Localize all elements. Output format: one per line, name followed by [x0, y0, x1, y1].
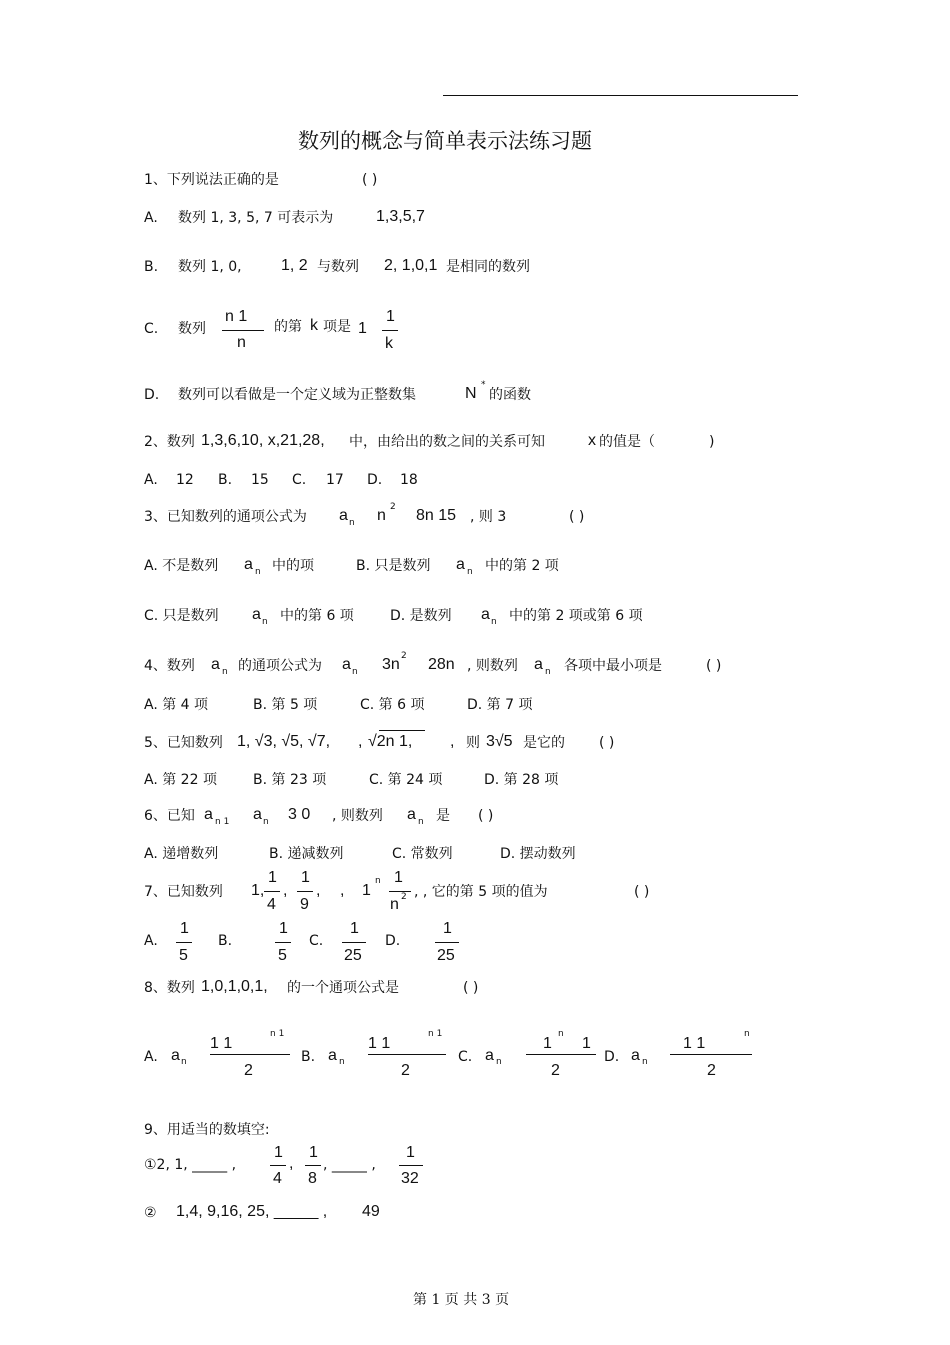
q7-comma1: ,	[283, 882, 288, 899]
q1-c-k: k	[310, 317, 318, 334]
q7-opt-d-label: D.	[385, 933, 401, 949]
page-footer: 第 1 页 共 3 页	[413, 1292, 510, 1308]
q5-comma2: ,	[450, 733, 455, 750]
q2-stem: 2、数列	[144, 434, 195, 450]
q9-row1-b: , _____ ,	[323, 1157, 376, 1173]
q1-d-star: *	[481, 380, 486, 390]
q1-c-f-num: 1	[386, 308, 395, 325]
q7-f3-num: 1	[394, 869, 403, 886]
q5-paren: ( )	[599, 735, 615, 751]
q3-opt-c-sub: n	[262, 617, 268, 627]
q9-row1-f3-num: 1	[406, 1144, 415, 1161]
q7-opt-d-bar	[435, 942, 459, 943]
q1-d-text: 数列可以看做是一个定义域为正整数集	[178, 387, 416, 403]
q5-rad: √2n 1,	[368, 733, 413, 750]
q4-opt-a: A. 第 4 项	[144, 697, 209, 713]
q7-opt-b-bar	[275, 942, 291, 943]
q3-rhs-sq: 2	[390, 502, 396, 512]
q7-paren: ( )	[634, 884, 650, 900]
q7-opt-a-num: 1	[180, 920, 189, 937]
q7-opt-b-label: B.	[218, 933, 233, 949]
q8-paren: ( )	[463, 980, 479, 996]
q1-stem: 1、下列说法正确的是	[144, 172, 279, 188]
q2-opt-b-label: B.	[218, 472, 233, 488]
q8-seq: 1,0,1,0,1,	[201, 978, 268, 995]
q3-opt-a: A. 不是数列	[144, 558, 219, 574]
q7-stem2: , , 它的第 5 项的值为	[414, 884, 548, 900]
q4-opt-c: C. 第 6 项	[360, 697, 425, 713]
q8-opt-d-den: 2	[707, 1062, 716, 1079]
q3-opt-d-sub: n	[491, 617, 497, 627]
q3-opt-d: D. 是数列	[390, 608, 452, 624]
q4-opt-d: D. 第 7 项	[467, 697, 533, 713]
q8-opt-a-label: A.	[144, 1049, 158, 1065]
q3-a: a	[339, 507, 348, 524]
q5-seq: 1, √3, √5, √7,	[237, 733, 331, 750]
q9-row1-f1-den: 4	[273, 1170, 282, 1187]
q5-comma: ,	[358, 733, 363, 750]
q6-opt-c: C. 常数列	[392, 846, 453, 862]
q7-opt-a-den: 5	[179, 947, 188, 964]
q3-opt-c: C. 只是数列	[144, 608, 219, 624]
q5-rad-bar	[379, 730, 425, 731]
q8-opt-d-sub: n	[642, 1057, 648, 1067]
q7-f3-den: n	[390, 896, 399, 913]
q6-rest: 3 0	[288, 806, 311, 823]
q8-opt-d-sup: n	[744, 1029, 750, 1039]
q1-c-f-bar	[382, 330, 398, 331]
q4-stem4: 各项中最小项是	[564, 658, 662, 674]
q7-f2-den: 9	[300, 896, 309, 913]
q8-opt-d-num: 1 1	[683, 1035, 706, 1052]
q3-rhs-rest: 8n 15	[416, 507, 457, 524]
q3-stem: 3、已知数列的通项公式为	[144, 509, 307, 525]
q7-comma3: ,	[340, 882, 345, 899]
q2-seq: 1,3,6,10, x,21,28,	[201, 432, 325, 449]
q3-opt-b-sub: n	[467, 567, 473, 577]
q3-opt-b-an: a	[456, 556, 465, 573]
q3-rhs-n: n	[377, 507, 386, 524]
q7-f2-bar	[297, 891, 313, 892]
q4-sq: 2	[401, 651, 407, 661]
q8-opt-c-num2: 1	[582, 1035, 591, 1052]
q2-opt-d: 18	[400, 472, 418, 488]
q1-c-frac-den: n	[237, 334, 246, 351]
q3-opt-d-an: a	[481, 606, 490, 623]
q6-an2-sub: n	[418, 817, 424, 827]
q9-row1-f2-num: 1	[309, 1144, 318, 1161]
q7-f3-bar	[389, 891, 411, 892]
q7-f1-num: 1	[268, 869, 277, 886]
q7-f2-num: 1	[301, 869, 310, 886]
q7-f1-den: 4	[267, 896, 276, 913]
q7-opt-c-den: 25	[344, 947, 362, 964]
q8-opt-c-an: a	[485, 1047, 494, 1064]
q9-row1-comma: ,	[289, 1155, 294, 1172]
q9-row1-f3-bar	[399, 1165, 423, 1166]
q1-c-text3: 项是	[323, 319, 351, 335]
q8-opt-b-num: 1 1	[368, 1035, 391, 1052]
q1-c-f-den: k	[385, 335, 393, 352]
q1-a-text: 数列 1, 3, 5, 7 可表示为	[178, 210, 334, 226]
q2-stem2: 中，由给出的数之间的关系可知	[349, 434, 545, 450]
q5-opt-a: A. 第 22 项	[144, 772, 217, 788]
q5-val: 3√5	[486, 733, 513, 750]
q7-opt-b-num: 1	[279, 920, 288, 937]
q1-c-text: 数列	[178, 321, 206, 337]
q1-a-math: 1,3,5,7	[376, 208, 425, 225]
q9-row1-a: ①2, 1, _____ ,	[144, 1157, 237, 1173]
q6-opt-a: A. 递增数列	[144, 846, 219, 862]
q6-an1: a	[204, 806, 213, 823]
q1-c-frac-num: n 1	[225, 308, 248, 325]
q7-stem: 7、已知数列	[144, 884, 223, 900]
q7-f1-bar	[264, 891, 280, 892]
q5-stem2: 则	[466, 735, 480, 751]
q1-c-label: C.	[144, 321, 159, 337]
q7-opt-c-label: C.	[309, 933, 324, 949]
q3-stem2: , 则 3	[470, 509, 507, 525]
q8-opt-a-sub: n	[181, 1057, 187, 1067]
q1-a-label: A.	[144, 210, 158, 226]
q2-opt-d-label: D.	[367, 472, 383, 488]
q4-an2-sub: n	[352, 667, 358, 677]
q8-opt-c-bar	[526, 1054, 596, 1055]
q4-paren: ( )	[706, 658, 722, 674]
q3-opt-a2: 中的项	[272, 558, 314, 574]
q8-opt-b-den: 2	[401, 1062, 410, 1079]
q1-c-frac-bar	[222, 330, 264, 331]
q1-d-label: D.	[144, 387, 160, 403]
q2-stem3: 的值是（	[599, 434, 655, 450]
q1-d-N: N	[465, 385, 477, 402]
q6-an1-sub: n 1	[215, 817, 230, 827]
q8-opt-d-bar	[670, 1054, 752, 1055]
q9-row1-f3-den: 32	[401, 1170, 419, 1187]
q7-opt-c-num: 1	[350, 920, 359, 937]
q2-x: x	[588, 432, 596, 449]
q1-paren: ( )	[362, 172, 378, 188]
q6-stem2: , 则数列	[332, 808, 383, 824]
q6-an2: a	[407, 806, 416, 823]
q7-sign-n: n	[375, 876, 381, 886]
q8-opt-b-an: a	[328, 1047, 337, 1064]
q6-an-sub: n	[263, 817, 269, 827]
q7-opt-d-den: 25	[437, 947, 455, 964]
q5-stem: 5、已知数列	[144, 735, 223, 751]
q1-b-text: 数列 1, 0,	[178, 259, 242, 275]
q4-f1: 3n	[382, 656, 400, 673]
q2-close: )	[709, 434, 715, 450]
q3-paren: ( )	[569, 509, 585, 525]
q3-opt-c2: 中的第 6 项	[280, 608, 354, 624]
q8-stem2: 的一个通项公式是	[287, 980, 399, 996]
q1-b-text3: 是相同的数列	[446, 259, 530, 275]
q1-b-math1: 1, 2	[281, 257, 308, 274]
q8-opt-b-bar	[368, 1054, 446, 1055]
q4-f2: 28n	[428, 656, 455, 673]
q3-opt-d2: 中的第 2 项或第 6 项	[509, 608, 643, 624]
q8-opt-a-num: 1 1	[210, 1035, 233, 1052]
q6-stem3: 是	[436, 808, 450, 824]
q1-c-one: 1	[358, 320, 367, 337]
q5-opt-c: C. 第 24 项	[369, 772, 443, 788]
q4-an1: a	[211, 656, 220, 673]
q1-b-label: B.	[144, 259, 159, 275]
q1-b-text2: 与数列	[317, 259, 359, 275]
q8-opt-c-sub: n	[496, 1057, 502, 1067]
q6-opt-d: D. 摆动数列	[500, 846, 576, 862]
q4-stem2: 的通项公式为	[238, 658, 322, 674]
q4-stem3: , 则数列	[467, 658, 518, 674]
q7-f3-sq: 2	[401, 892, 407, 902]
q9-row1-f1-num: 1	[274, 1144, 283, 1161]
q8-opt-a-sup: n 1	[270, 1029, 285, 1039]
q7-opt-b-den: 5	[278, 947, 287, 964]
q2-opt-c: 17	[326, 472, 344, 488]
q4-an2: a	[342, 656, 351, 673]
q8-opt-b-label: B.	[301, 1049, 316, 1065]
q8-opt-a-bar	[210, 1054, 290, 1055]
q8-stem: 8、数列	[144, 980, 195, 996]
q8-opt-c-label: C.	[458, 1049, 473, 1065]
q8-opt-a-den: 2	[244, 1062, 253, 1079]
q8-opt-c-den: 2	[551, 1062, 560, 1079]
q9-row2-a: ②	[144, 1205, 157, 1221]
q3-opt-b2: 中的第 2 项	[485, 558, 559, 574]
q3-opt-a-sub: n	[255, 567, 261, 577]
q7-opt-a-label: A.	[144, 933, 158, 949]
q2-opt-b: 15	[251, 472, 269, 488]
page-title: 数列的概念与简单表示法练习题	[298, 129, 592, 153]
q7-sign-one: 1	[362, 882, 371, 899]
q8-opt-b-sub: n	[339, 1057, 345, 1067]
q4-an1-sub: n	[222, 667, 228, 677]
q8-opt-c-sup: n	[558, 1029, 564, 1039]
q3-opt-b: B. 只是数列	[356, 558, 431, 574]
header-rule	[443, 95, 798, 96]
q6-opt-b: B. 递减数列	[269, 846, 344, 862]
q8-opt-b-sup: n 1	[428, 1029, 443, 1039]
q5-stem3: 是它的	[523, 735, 565, 751]
q7-one: 1,	[251, 882, 265, 899]
q9-row1-f2-den: 8	[308, 1170, 317, 1187]
q3-a-sub: n	[349, 518, 355, 528]
q8-opt-a-an: a	[171, 1047, 180, 1064]
q4-an3-sub: n	[545, 667, 551, 677]
q4-opt-b: B. 第 5 项	[253, 697, 318, 713]
q7-comma2: ,	[316, 882, 321, 899]
q2-opt-a: 12	[176, 472, 194, 488]
q6-an: a	[253, 806, 262, 823]
q9-row1-f1-bar	[270, 1165, 286, 1166]
q8-opt-c-num: 1	[543, 1035, 552, 1052]
q8-opt-d-label: D.	[604, 1049, 620, 1065]
q8-opt-d-an: a	[631, 1047, 640, 1064]
q4-an3: a	[534, 656, 543, 673]
q2-opt-c-label: C.	[292, 472, 307, 488]
q1-c-text2: 的第	[274, 319, 302, 335]
q5-opt-d: D. 第 28 项	[484, 772, 559, 788]
q1-b-math2: 2, 1,0,1	[384, 257, 438, 274]
q2-opt-a-label: A.	[144, 472, 158, 488]
q6-paren: ( )	[478, 808, 494, 824]
q1-d-text2: 的函数	[489, 387, 531, 403]
q7-opt-d-num: 1	[443, 920, 452, 937]
q7-opt-a-bar	[176, 942, 192, 943]
q7-opt-c-bar	[342, 942, 366, 943]
q3-opt-a-an: a	[244, 556, 253, 573]
q9-row2-c: 49	[362, 1203, 380, 1220]
q6-stem: 6、已知	[144, 808, 195, 824]
q9-stem: 9、用适当的数填空:	[144, 1122, 270, 1138]
q5-opt-b: B. 第 23 项	[253, 772, 327, 788]
q3-opt-c-an: a	[252, 606, 261, 623]
q9-row1-f2-bar	[305, 1165, 321, 1166]
q4-stem: 4、数列	[144, 658, 195, 674]
q9-row2-b: 1,4, 9,16, 25, _____ ,	[176, 1203, 328, 1220]
